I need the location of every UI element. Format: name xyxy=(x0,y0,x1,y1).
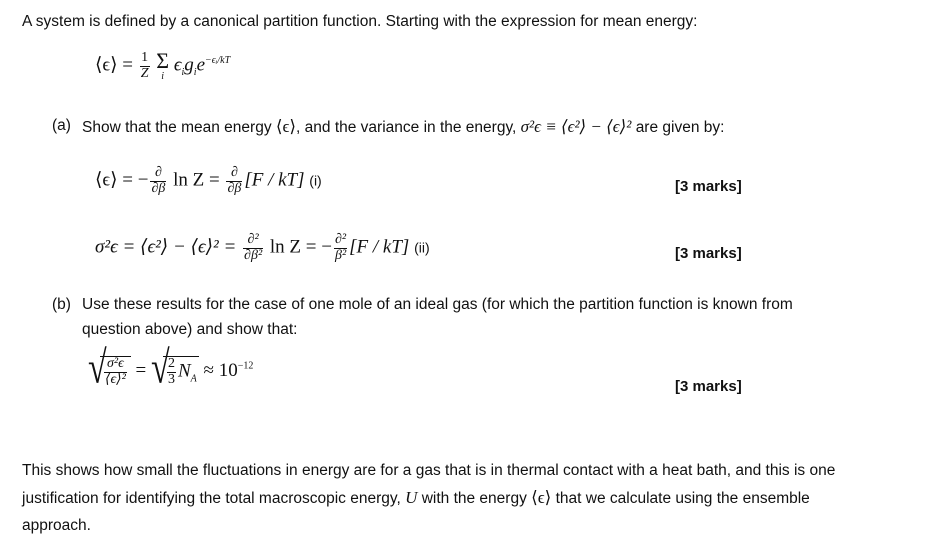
mean-g-sub: i xyxy=(193,67,197,79)
eq-ii-partial2-b: ∂² xyxy=(334,232,347,247)
part-a-variance: σ²ϵ ≡ ⟨ϵ²⟩ − ⟨ϵ⟩² xyxy=(520,117,632,136)
eq-b-den: ⟨ϵ⟩² xyxy=(105,371,126,387)
closing-u: U xyxy=(405,488,418,507)
mean-body-sub: i xyxy=(181,67,185,79)
part-b-line1: Use these results for the case of one mole of an ideal gas (for which the partition function is known from xyxy=(82,296,793,313)
eq-b-approx: ≈ 10 xyxy=(203,360,238,382)
closing-paragraph xyxy=(22,457,906,539)
eq-i-lhs: ⟨ϵ⟩ = − xyxy=(95,169,149,191)
part-a-mean-symbol: ⟨ϵ⟩ xyxy=(275,117,297,136)
part-a-text xyxy=(82,117,724,138)
closing-line1: This shows how small the fluctuations in energy are for a gas that is in thermal contact with a heat bath, and this is one xyxy=(22,462,836,479)
mean-body: ϵ xyxy=(173,54,182,76)
mean-frac-num: 1 xyxy=(141,49,149,65)
equation-i xyxy=(95,166,322,196)
closing-line2-a: justification for identifying the total macroscopic energy, xyxy=(22,490,401,507)
marks-ii: [3 marks] xyxy=(675,245,742,262)
closing-line2-b: with the energy xyxy=(421,490,527,507)
sum-symbol: Σ xyxy=(156,48,170,73)
part-a-text-3: are given by: xyxy=(635,119,725,136)
intro-text: A system is defined by a canonical partition function. Starting with the expression for mean energy: xyxy=(22,13,698,30)
equation-b xyxy=(88,343,254,394)
part-b-label: (b) xyxy=(52,296,71,313)
eq-b-frac-num: 2 xyxy=(167,356,175,371)
part-a-label: (a) xyxy=(52,117,71,134)
mean-exp: −ϵᵢ/kT xyxy=(205,55,231,67)
equation-mean-energy xyxy=(95,50,230,82)
eq-i-partial-2: ∂ xyxy=(230,165,238,180)
mean-e: e xyxy=(196,54,205,76)
mean-frac-den: Z xyxy=(140,65,149,81)
part-a-text-1: Show that the mean energy xyxy=(82,119,272,136)
marks-i: [3 marks] xyxy=(675,178,742,195)
mean-g: g xyxy=(184,54,194,76)
eq-i-partial: ∂ xyxy=(154,165,162,180)
eq-b-na-sub: A xyxy=(190,373,197,385)
eq-i-tag: (i) xyxy=(309,172,322,189)
closing-line3: approach. xyxy=(22,517,91,534)
eq-i-partial-beta-2: ∂β xyxy=(227,180,242,196)
eq-b-num: σ²ϵ xyxy=(107,356,124,371)
eq-b-frac-den: 3 xyxy=(167,371,175,387)
eq-ii-partial2: ∂² xyxy=(247,232,259,247)
eq-ii-beta2: β² xyxy=(334,247,347,263)
eq-i-lnz: ln Z = xyxy=(173,169,220,191)
sqrt-ratio: √ $\frac{\text{σ²ϵ}}{\text{⟨ϵ⟩²}}$ xyxy=(88,356,131,387)
eq-ii-lhs: σ²ϵ = ⟨ϵ²⟩ − ⟨ϵ⟩² = xyxy=(95,236,237,258)
eq-ii-partial-beta2: ∂β² xyxy=(244,247,263,263)
part-a-text-2: , and the variance in the energy, xyxy=(296,119,517,136)
part-b-line2: question above) and show that: xyxy=(82,321,298,338)
eq-i-partial-beta: ∂β xyxy=(151,180,166,196)
closing-line2-c: that we calculate using the ensemble xyxy=(555,490,810,507)
mean-lhs: ⟨ϵ⟩ = xyxy=(95,54,133,76)
sqrt-two-thirds: √ $\frac{2}{3}$ $N_A$ xyxy=(150,343,197,394)
eq-ii-lnz: ln Z = − xyxy=(269,236,332,258)
equation-ii xyxy=(95,233,430,263)
eq-i-bracket: [F / kT] xyxy=(244,169,305,191)
eq-b-na: N xyxy=(177,360,191,382)
eq-b-approx-exp: −12 xyxy=(237,360,254,372)
closing-line2 xyxy=(22,484,906,512)
eq-ii-bracket: [F / kT] xyxy=(349,236,410,258)
eq-ii-tag: (ii) xyxy=(414,239,430,256)
closing-mean-symbol: ⟨ϵ⟩ xyxy=(531,488,552,507)
marks-b: [3 marks] xyxy=(675,378,742,395)
sum-index: i xyxy=(161,71,165,82)
eq-b-equals: = xyxy=(135,360,147,382)
